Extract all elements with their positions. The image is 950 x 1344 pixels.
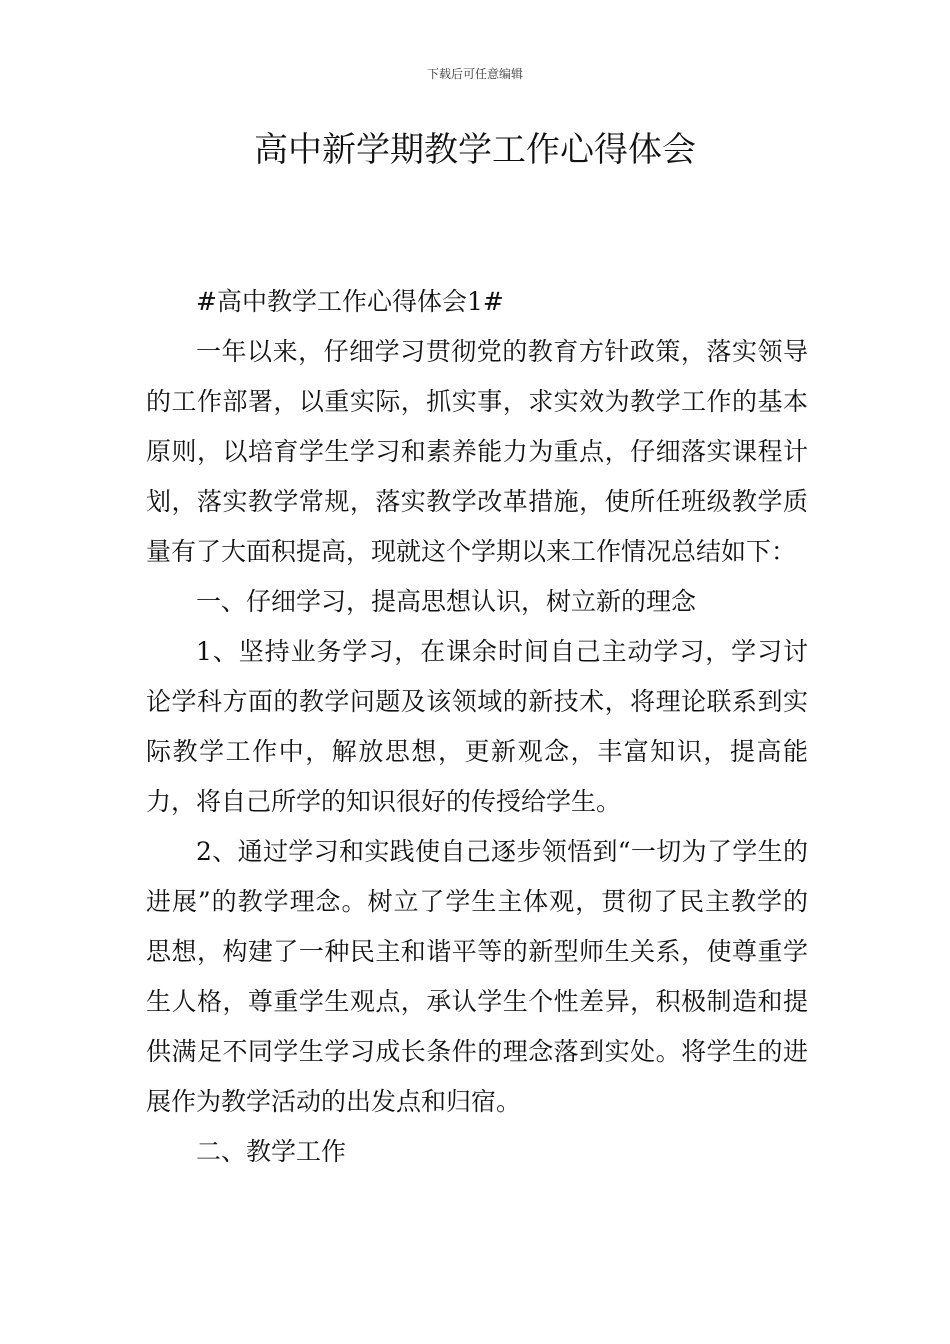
paragraph: 1、坚持业务学习，在课余时间自己主动学习，学习讨论学科方面的教学问题及该领域的新技术，将理论联系到实际教学工作中，解放思想，更新观念，丰富知识，提高能力，将自己所学的知识很好的传授给学生。 [146, 637, 808, 816]
section-heading: 一、仔细学习，提高思想认识，树立新的理念 [196, 587, 697, 616]
paragraph: 一年以来，仔细学习贯彻党的教育方针政策，落实领导的工作部署，以重实际，抓实事，求实效为教学工作的基本原则，以培育学生学习和素养能力为重点，仔细落实课程计划，落实教学常规，落实教学改革措施，使所任班级教学质量有了大面积提高，现就这个学期以来工作情况总结如下： [146, 337, 808, 566]
section-heading: 二、教学工作 [196, 1137, 347, 1166]
page-title: 高中新学期教学工作心得体会 [254, 130, 696, 170]
paragraph: 2、通过学习和实践使自己逐步领悟到“一切为了学生的进展”的教学理念。树立了学生主体观，贯彻了民主教学的思想，构建了一种民主和谐平等的新型师生关系，使尊重学生人格，尊重学生观点，承认学生个性差异，积极制造和提供满足不同学生学习成长条件的理念落到实处。将学生的进展作为教学活动的出发点和归宿。 [146, 837, 808, 1116]
document-body [146, 277, 808, 1177]
header-note: 下载后可任意编辑 [426, 67, 523, 81]
section-heading: #高中教学工作心得体会1# [196, 287, 504, 316]
